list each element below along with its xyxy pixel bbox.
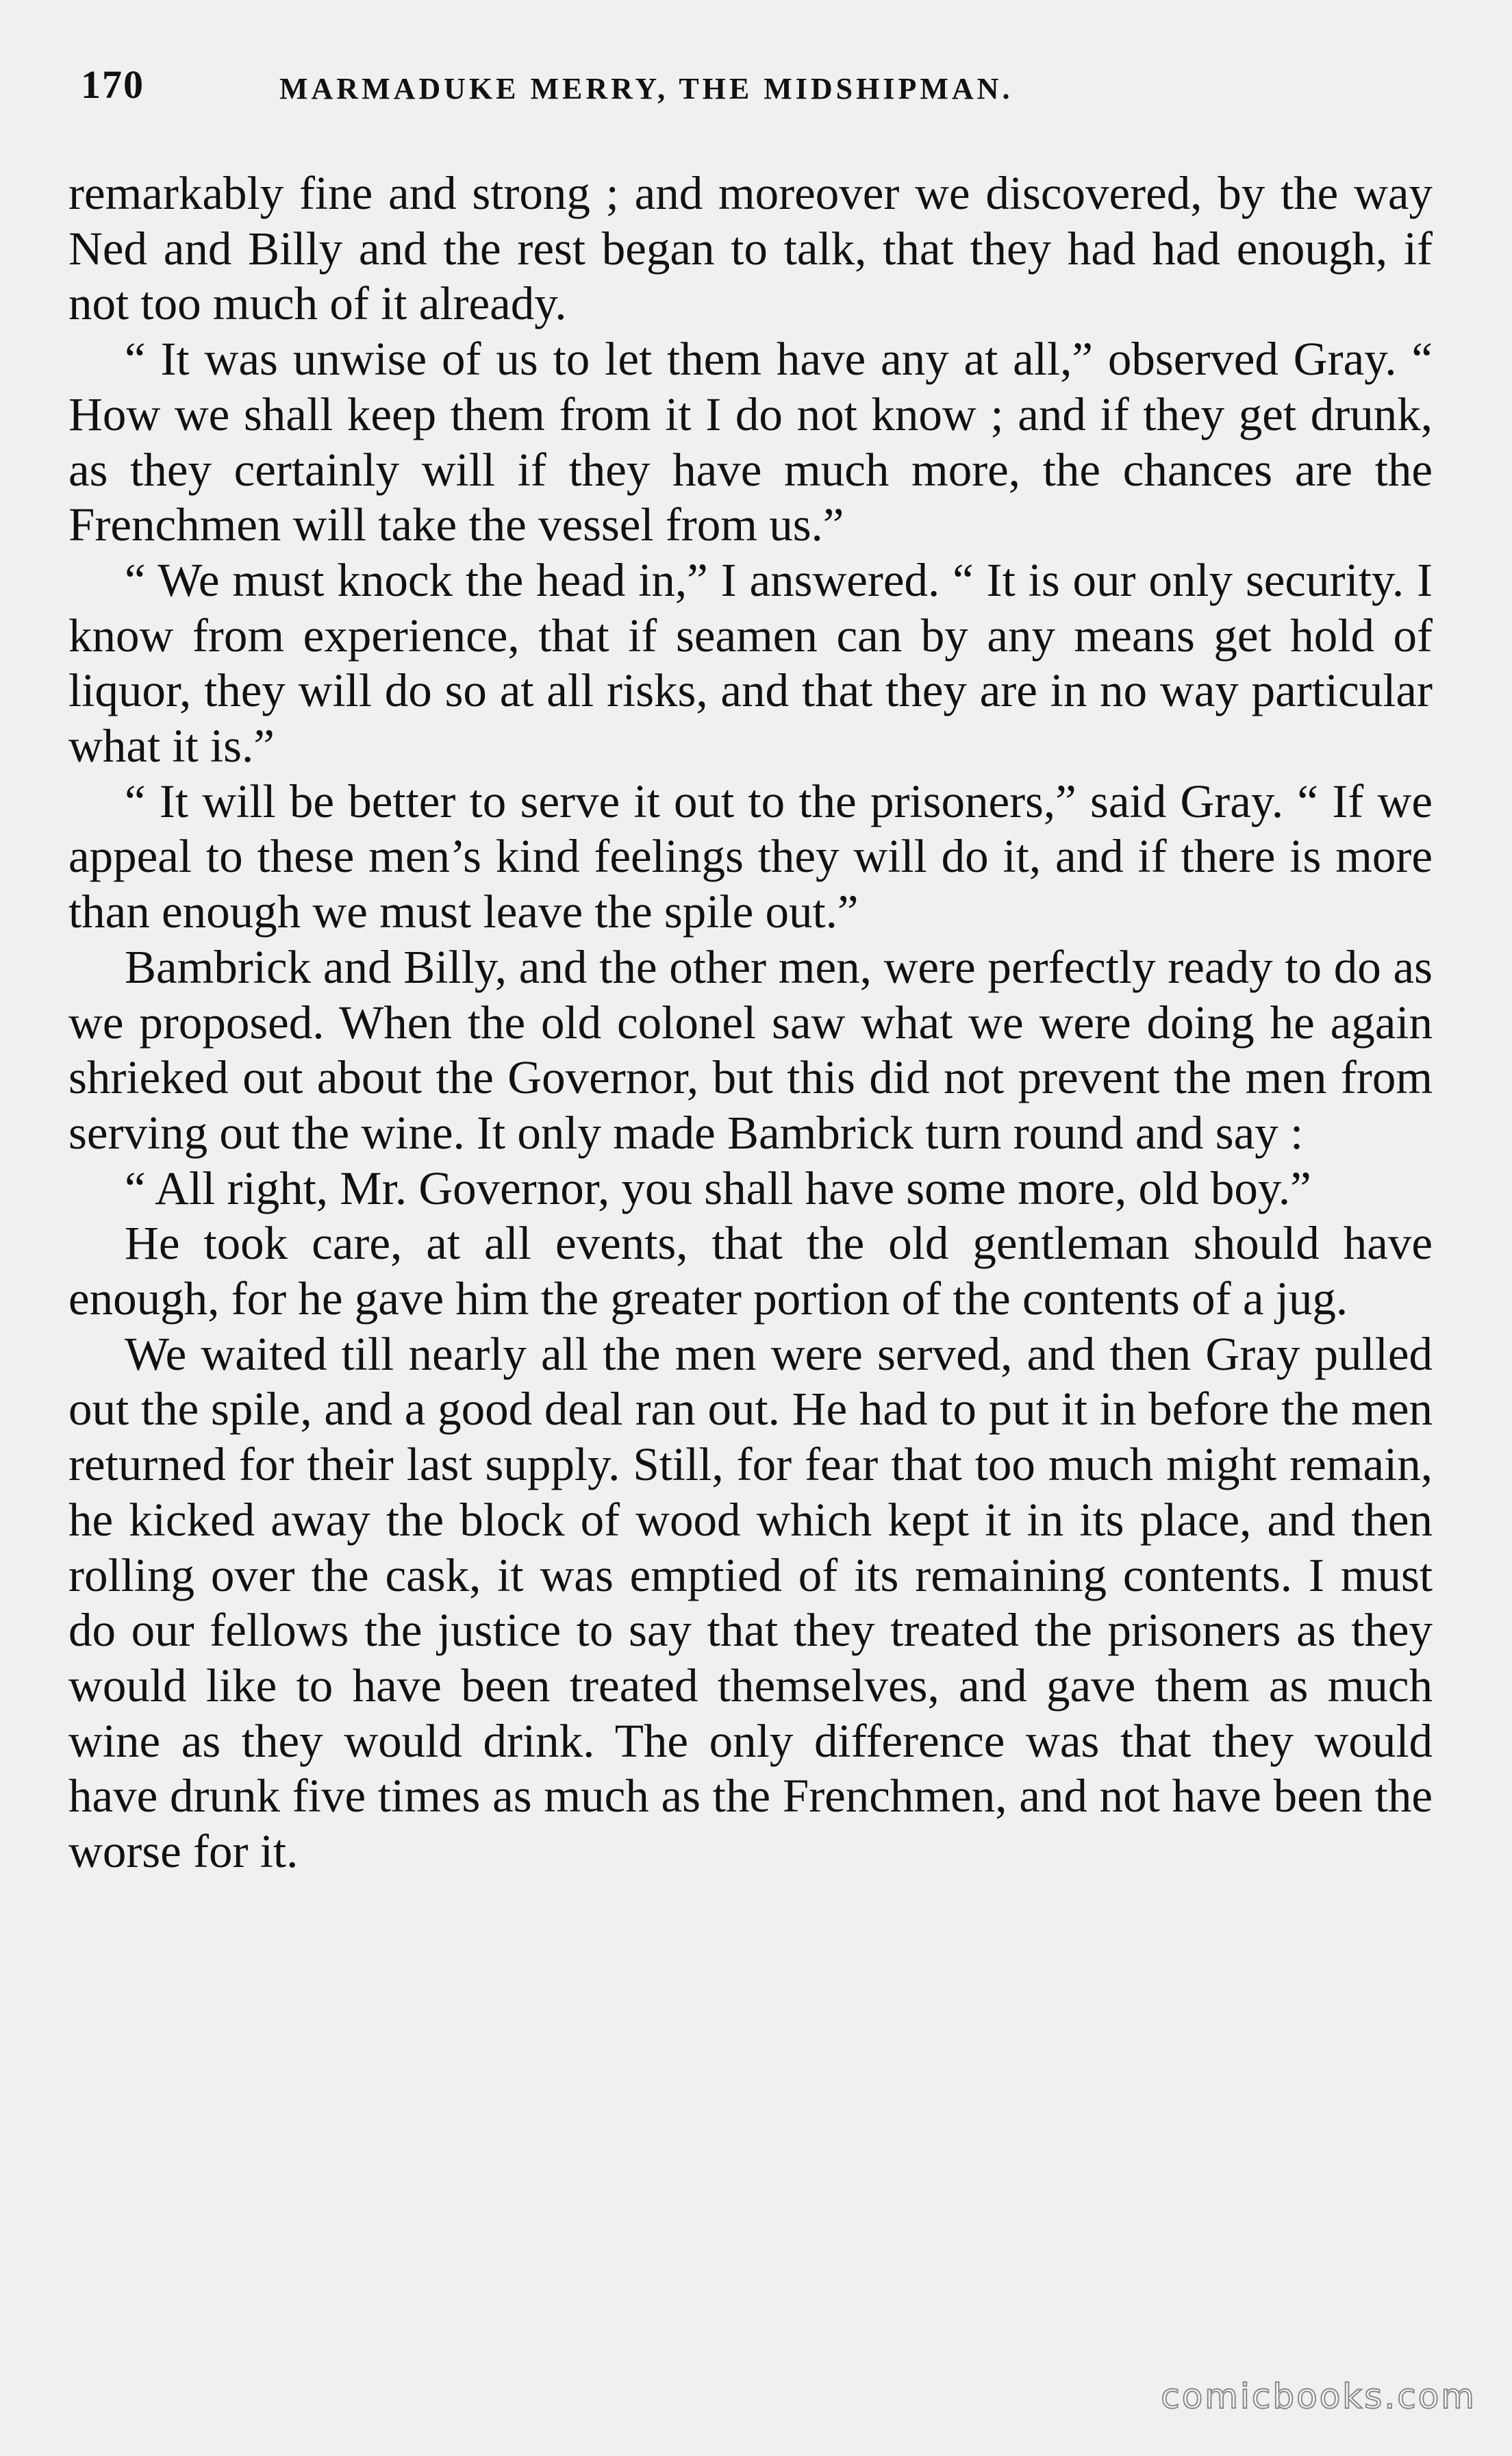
- paragraph: Bambrick and Billy, and the other men, were perfectly ready to do as we proposed. When the old colonel saw what we were doing he again shrieked out about the Governor, but this did not prevent the men from serving out the wine. It only made Bambrick turn round and say :: [68, 940, 1433, 1159]
- paragraph: “ All right, Mr. Governor, you shall have some more, old boy.”: [125, 1162, 1311, 1214]
- paragraph: “ It will be better to serve it out to the prisoners,” said Gray. “ If we appeal to these men’s kind feelings they will do it, and if there is more than enough we must leave the spile out.”: [68, 775, 1433, 938]
- watermark: comicbooks.com: [1161, 2377, 1476, 2416]
- body-text: [68, 166, 1433, 1879]
- paragraph: “ We must knock the head in,” I answered. “ It is our only security. I know from experience, that if seamen can by any means get hold of liquor, they will do so at all risks, and that they are in no way particular what it is.”: [68, 553, 1433, 773]
- paragraph: He took care, at all events, that the old gentleman should have enough, for he gave him the greater portion of the contents of a jug.: [68, 1217, 1433, 1325]
- paragraph: We waited till nearly all the men were served, and then Gray pulled out the spile, and a good deal ran out. He had to put it in before the men returned for their last supply. Still, for fear that too much might remain, he kicked away the block of wood which kept it in its place, and then rolling over the cask, it was emptied of its remaining contents. I must do our fellows the justice to say that they treated the prisoners as they would like to have been treated themselves, and gave them as much wine as they would drink. The only difference was that they would have drunk five times as much as the Frenchmen, and not have been the worse for it.: [68, 1327, 1433, 1878]
- page-number: 170: [81, 62, 144, 107]
- page-header: [81, 62, 1444, 123]
- running-title: MARMADUKE MERRY, THE MIDSHIPMAN.: [279, 72, 1013, 105]
- paragraph: “ It was unwise of us to let them have any at all,” observed Gray. “ How we shall keep them from it I do not know ; and if they get drunk, as they certainly will if they have much more, the chances are the Frenchmen will take the vessel from us.”: [68, 333, 1433, 551]
- paragraph: remarkably fine and strong ; and moreover we discovered, by the way Ned and Billy and the rest began to talk, that they had had enough, if not too much of it already.: [68, 167, 1433, 330]
